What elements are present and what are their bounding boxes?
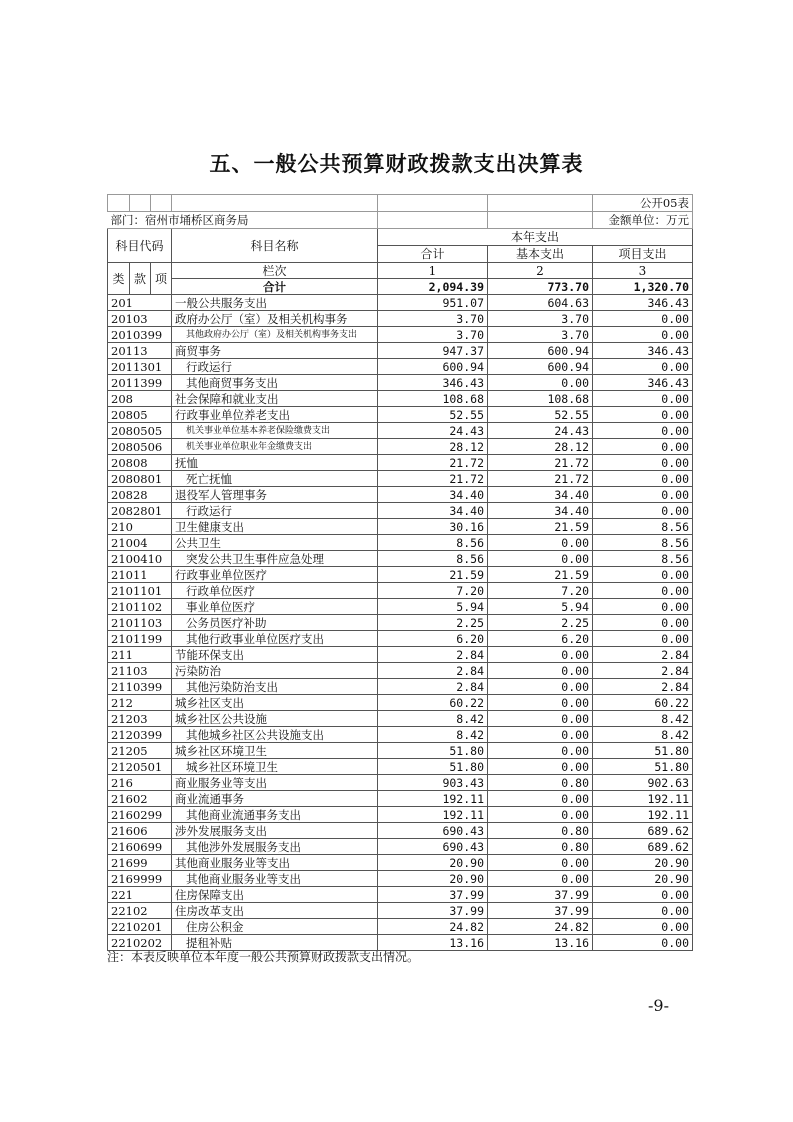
- row-code: 2101199: [108, 631, 172, 647]
- row-name: 社会保障和就业支出: [172, 391, 378, 407]
- row-name: 其他城乡社区公共设施支出: [172, 727, 378, 743]
- table-row: [108, 791, 693, 807]
- row-code: 20113: [108, 343, 172, 359]
- row-total: 8.42: [378, 711, 488, 727]
- table-note: 注：本表反映单位本年度一般公共预算财政拨款支出情况。: [107, 950, 420, 964]
- row-code: 2011399: [108, 375, 172, 391]
- row-project: 8.42: [593, 711, 693, 727]
- row-basic: 37.99: [488, 887, 593, 903]
- table-row: [108, 807, 693, 823]
- row-basic: 2.25: [488, 615, 593, 631]
- row-total: 600.94: [378, 359, 488, 375]
- row-code: 2160699: [108, 839, 172, 855]
- row-project: 2.84: [593, 663, 693, 679]
- form-code: 公开05表: [593, 195, 693, 212]
- row-total: 21.72: [378, 471, 488, 487]
- row-total: 8.56: [378, 551, 488, 567]
- row-project: 8.56: [593, 535, 693, 551]
- table-row: [108, 759, 693, 775]
- row-total: 28.12: [378, 439, 488, 455]
- row-total: 37.99: [378, 887, 488, 903]
- table-row: [108, 695, 693, 711]
- row-basic: 24.82: [488, 919, 593, 935]
- row-total: 690.43: [378, 823, 488, 839]
- table-row: [108, 775, 693, 791]
- row-code: 210: [108, 519, 172, 535]
- row-total: 6.20: [378, 631, 488, 647]
- row-code: 20805: [108, 407, 172, 423]
- row-basic: 0.00: [488, 647, 593, 663]
- row-name: 住房改革支出: [172, 903, 378, 919]
- row-project: 0.00: [593, 887, 693, 903]
- row-code: 2082801: [108, 503, 172, 519]
- header-total: 合计: [378, 246, 488, 263]
- dept-label: 部门：宿州市埇桥区商务局: [108, 212, 378, 229]
- table-row: [108, 471, 693, 487]
- row-project: 20.90: [593, 871, 693, 887]
- row-project: 0.00: [593, 407, 693, 423]
- summary-row: [108, 279, 693, 295]
- row-project: 346.43: [593, 295, 693, 311]
- row-code: 208: [108, 391, 172, 407]
- header-row-1: [108, 229, 693, 246]
- row-basic: 5.94: [488, 599, 593, 615]
- row-code: 20828: [108, 487, 172, 503]
- row-name: 其他涉外发展服务支出: [172, 839, 378, 855]
- row-basic: 0.00: [488, 679, 593, 695]
- row-code: 20808: [108, 455, 172, 471]
- table-row: [108, 295, 693, 311]
- row-code: 2080505: [108, 423, 172, 439]
- table-row: [108, 871, 693, 887]
- table-row: [108, 487, 693, 503]
- table-row: [108, 823, 693, 839]
- row-total: 24.82: [378, 919, 488, 935]
- row-basic: 0.80: [488, 775, 593, 791]
- page-title: 五、一般公共预算财政拨款支出决算表: [209, 152, 584, 176]
- table-row: [108, 455, 693, 471]
- row-code: 20103: [108, 311, 172, 327]
- table-row: [108, 535, 693, 551]
- row-basic: 0.00: [488, 535, 593, 551]
- row-name: 其他行政事业单位医疗支出: [172, 631, 378, 647]
- row-name: 其他商业服务业等支出: [172, 855, 378, 871]
- row-basic: 0.00: [488, 855, 593, 871]
- row-project: 0.00: [593, 327, 693, 343]
- row-code: 2101102: [108, 599, 172, 615]
- row-project: 689.62: [593, 823, 693, 839]
- row-name: 污染防治: [172, 663, 378, 679]
- table-row: [108, 343, 693, 359]
- row-project: 20.90: [593, 855, 693, 871]
- row-code: 201: [108, 295, 172, 311]
- table-row: [108, 583, 693, 599]
- row-name: 住房保障支出: [172, 887, 378, 903]
- row-code: 21011: [108, 567, 172, 583]
- table-row: [108, 567, 693, 583]
- header-xiang: 项: [151, 263, 172, 295]
- unit-label: 金额单位：万元: [593, 212, 693, 229]
- row-project: 902.63: [593, 775, 693, 791]
- row-name: 其他商业服务业等支出: [172, 871, 378, 887]
- row-name: 其他政府办公厅（室）及相关机构事务支出: [172, 327, 378, 343]
- row-total: 7.20: [378, 583, 488, 599]
- row-basic: 52.55: [488, 407, 593, 423]
- header-col1: 1: [378, 263, 488, 279]
- row-total: 951.07: [378, 295, 488, 311]
- summary-basic: 773.70: [488, 279, 593, 295]
- row-code: 211: [108, 647, 172, 663]
- row-basic: 0.00: [488, 727, 593, 743]
- row-name: 商贸事务: [172, 343, 378, 359]
- table-row: [108, 663, 693, 679]
- row-code: 21103: [108, 663, 172, 679]
- row-project: 0.00: [593, 919, 693, 935]
- header-code: 科目代码: [108, 229, 172, 263]
- row-name: 城乡社区环境卫生: [172, 759, 378, 775]
- row-basic: 21.59: [488, 519, 593, 535]
- row-code: 21602: [108, 791, 172, 807]
- row-total: 21.59: [378, 567, 488, 583]
- table-row: [108, 887, 693, 903]
- row-total: 3.70: [378, 327, 488, 343]
- row-basic: 21.59: [488, 567, 593, 583]
- row-total: 51.80: [378, 743, 488, 759]
- row-project: 0.00: [593, 615, 693, 631]
- row-basic: 0.00: [488, 663, 593, 679]
- row-project: 51.80: [593, 743, 693, 759]
- header-lei: 类: [108, 263, 130, 295]
- row-project: 0.00: [593, 423, 693, 439]
- table-row: [108, 839, 693, 855]
- row-project: 0.00: [593, 471, 693, 487]
- row-name: 其他商业流通事务支出: [172, 807, 378, 823]
- expenditure-table: [107, 194, 693, 951]
- row-basic: 0.00: [488, 375, 593, 391]
- row-name: 公务员医疗补助: [172, 615, 378, 631]
- table-row: [108, 743, 693, 759]
- row-name: 行政单位医疗: [172, 583, 378, 599]
- row-basic: 0.00: [488, 695, 593, 711]
- header-row-3: [108, 263, 693, 279]
- row-code: 2210202: [108, 935, 172, 951]
- row-code: 2080506: [108, 439, 172, 455]
- summary-label: 合计: [172, 279, 378, 295]
- row-basic: 28.12: [488, 439, 593, 455]
- row-basic: 3.70: [488, 311, 593, 327]
- row-name: 事业单位医疗: [172, 599, 378, 615]
- row-basic: 21.72: [488, 471, 593, 487]
- row-total: 8.56: [378, 535, 488, 551]
- row-total: 52.55: [378, 407, 488, 423]
- row-project: 0.00: [593, 311, 693, 327]
- table-row: [108, 519, 693, 535]
- header-current-year: 本年支出: [378, 229, 693, 246]
- row-project: 0.00: [593, 567, 693, 583]
- row-total: 34.40: [378, 487, 488, 503]
- table-row: [108, 391, 693, 407]
- row-project: 346.43: [593, 375, 693, 391]
- row-basic: 34.40: [488, 503, 593, 519]
- row-code: 2120399: [108, 727, 172, 743]
- form-code-row: [108, 195, 693, 212]
- table-row: [108, 423, 693, 439]
- row-total: 24.43: [378, 423, 488, 439]
- row-total: 20.90: [378, 871, 488, 887]
- row-name: 行政事业单位医疗: [172, 567, 378, 583]
- row-basic: 604.63: [488, 295, 593, 311]
- row-basic: 0.00: [488, 551, 593, 567]
- row-code: 2110399: [108, 679, 172, 695]
- row-name: 突发公共卫生事件应急处理: [172, 551, 378, 567]
- row-total: 192.11: [378, 807, 488, 823]
- table-row: [108, 327, 693, 343]
- row-project: 0.00: [593, 439, 693, 455]
- row-total: 51.80: [378, 759, 488, 775]
- row-total: 2.84: [378, 663, 488, 679]
- table-row: [108, 727, 693, 743]
- row-total: 20.90: [378, 855, 488, 871]
- row-total: 2.25: [378, 615, 488, 631]
- row-basic: 600.94: [488, 343, 593, 359]
- row-project: 192.11: [593, 791, 693, 807]
- row-code: 22102: [108, 903, 172, 919]
- row-total: 37.99: [378, 903, 488, 919]
- table-row: [108, 503, 693, 519]
- header-name: 科目名称: [172, 229, 378, 263]
- row-total: 34.40: [378, 503, 488, 519]
- header-project: 项目支出: [593, 246, 693, 263]
- row-total: 21.72: [378, 455, 488, 471]
- table-row: [108, 551, 693, 567]
- row-basic: 3.70: [488, 327, 593, 343]
- row-project: 8.42: [593, 727, 693, 743]
- row-code: 2169999: [108, 871, 172, 887]
- row-total: 30.16: [378, 519, 488, 535]
- row-basic: 0.00: [488, 871, 593, 887]
- row-code: 216: [108, 775, 172, 791]
- dept-row: [108, 212, 693, 229]
- row-total: 13.16: [378, 935, 488, 951]
- row-code: 2010399: [108, 327, 172, 343]
- row-name: 商业流通事务: [172, 791, 378, 807]
- row-code: 2101103: [108, 615, 172, 631]
- table-row: [108, 903, 693, 919]
- row-basic: 0.00: [488, 807, 593, 823]
- row-name: 公共卫生: [172, 535, 378, 551]
- row-code: 221: [108, 887, 172, 903]
- row-basic: 34.40: [488, 487, 593, 503]
- row-total: 60.22: [378, 695, 488, 711]
- table-row: [108, 407, 693, 423]
- header-basic: 基本支出: [488, 246, 593, 263]
- table-row: [108, 615, 693, 631]
- row-project: 0.00: [593, 935, 693, 951]
- row-project: 192.11: [593, 807, 693, 823]
- row-project: 0.00: [593, 599, 693, 615]
- row-total: 903.43: [378, 775, 488, 791]
- header-col2: 2: [488, 263, 593, 279]
- row-basic: 6.20: [488, 631, 593, 647]
- row-code: 2210201: [108, 919, 172, 935]
- table-row: [108, 359, 693, 375]
- row-total: 108.68: [378, 391, 488, 407]
- row-total: 5.94: [378, 599, 488, 615]
- row-project: 0.00: [593, 455, 693, 471]
- table-row: [108, 375, 693, 391]
- row-project: 0.00: [593, 903, 693, 919]
- row-basic: 600.94: [488, 359, 593, 375]
- table-row: [108, 311, 693, 327]
- row-name: 死亡抚恤: [172, 471, 378, 487]
- row-total: 690.43: [378, 839, 488, 855]
- row-project: 689.62: [593, 839, 693, 855]
- row-name: 住房公积金: [172, 919, 378, 935]
- row-name: 行政运行: [172, 503, 378, 519]
- row-name: 节能环保支出: [172, 647, 378, 663]
- row-code: 21203: [108, 711, 172, 727]
- row-basic: 7.20: [488, 583, 593, 599]
- row-project: 51.80: [593, 759, 693, 775]
- row-basic: 24.43: [488, 423, 593, 439]
- row-code: 2101101: [108, 583, 172, 599]
- row-project: 8.56: [593, 551, 693, 567]
- row-project: 346.43: [593, 343, 693, 359]
- table-row: [108, 855, 693, 871]
- row-total: 192.11: [378, 791, 488, 807]
- row-project: 0.00: [593, 583, 693, 599]
- row-total: 346.43: [378, 375, 488, 391]
- row-name: 行政事业单位养老支出: [172, 407, 378, 423]
- header-column-no: 栏次: [172, 263, 378, 279]
- row-code: 2120501: [108, 759, 172, 775]
- row-name: 城乡社区支出: [172, 695, 378, 711]
- row-basic: 0.80: [488, 839, 593, 855]
- row-basic: 0.00: [488, 791, 593, 807]
- row-code: 2080801: [108, 471, 172, 487]
- row-project: 0.00: [593, 503, 693, 519]
- row-basic: 37.99: [488, 903, 593, 919]
- row-basic: 21.72: [488, 455, 593, 471]
- row-name: 城乡社区环境卫生: [172, 743, 378, 759]
- row-name: 行政运行: [172, 359, 378, 375]
- row-total: 2.84: [378, 647, 488, 663]
- table-row: [108, 647, 693, 663]
- table-row: [108, 679, 693, 695]
- row-name: 涉外发展服务支出: [172, 823, 378, 839]
- header-kuan: 款: [130, 263, 151, 295]
- table-row: [108, 439, 693, 455]
- row-total: 2.84: [378, 679, 488, 695]
- summary-total: 2,094.39: [378, 279, 488, 295]
- summary-project: 1,320.70: [593, 279, 693, 295]
- row-total: 3.70: [378, 311, 488, 327]
- table-row: [108, 919, 693, 935]
- row-name: 商业服务业等支出: [172, 775, 378, 791]
- row-basic: 108.68: [488, 391, 593, 407]
- row-code: 2011301: [108, 359, 172, 375]
- row-project: 0.00: [593, 359, 693, 375]
- row-basic: 13.16: [488, 935, 593, 951]
- row-code: 21205: [108, 743, 172, 759]
- table-row: [108, 711, 693, 727]
- row-project: 2.84: [593, 679, 693, 695]
- row-basic: 0.00: [488, 711, 593, 727]
- row-name: 抚恤: [172, 455, 378, 471]
- row-name: 其他污染防治支出: [172, 679, 378, 695]
- row-basic: 0.00: [488, 759, 593, 775]
- row-project: 0.00: [593, 487, 693, 503]
- table-row: [108, 631, 693, 647]
- row-name: 其他商贸事务支出: [172, 375, 378, 391]
- row-project: 0.00: [593, 631, 693, 647]
- row-code: 21004: [108, 535, 172, 551]
- row-name: 退役军人管理事务: [172, 487, 378, 503]
- row-project: 60.22: [593, 695, 693, 711]
- row-basic: 0.00: [488, 743, 593, 759]
- row-project: 8.56: [593, 519, 693, 535]
- row-code: 21606: [108, 823, 172, 839]
- row-basic: 0.80: [488, 823, 593, 839]
- row-name: 政府办公厅（室）及相关机构事务: [172, 311, 378, 327]
- row-name: 一般公共服务支出: [172, 295, 378, 311]
- row-total: 8.42: [378, 727, 488, 743]
- row-name: 卫生健康支出: [172, 519, 378, 535]
- row-code: 212: [108, 695, 172, 711]
- table-row: [108, 599, 693, 615]
- row-code: 2160299: [108, 807, 172, 823]
- row-project: 0.00: [593, 391, 693, 407]
- row-name: 城乡社区公共设施: [172, 711, 378, 727]
- row-name: 机关事业单位基本养老保险缴费支出: [172, 423, 378, 439]
- page-number: -9-: [648, 996, 669, 1015]
- row-total: 947.37: [378, 343, 488, 359]
- row-name: 提租补贴: [172, 935, 378, 951]
- row-code: 21699: [108, 855, 172, 871]
- header-col3: 3: [593, 263, 693, 279]
- row-name: 机关事业单位职业年金缴费支出: [172, 439, 378, 455]
- row-project: 2.84: [593, 647, 693, 663]
- row-code: 2100410: [108, 551, 172, 567]
